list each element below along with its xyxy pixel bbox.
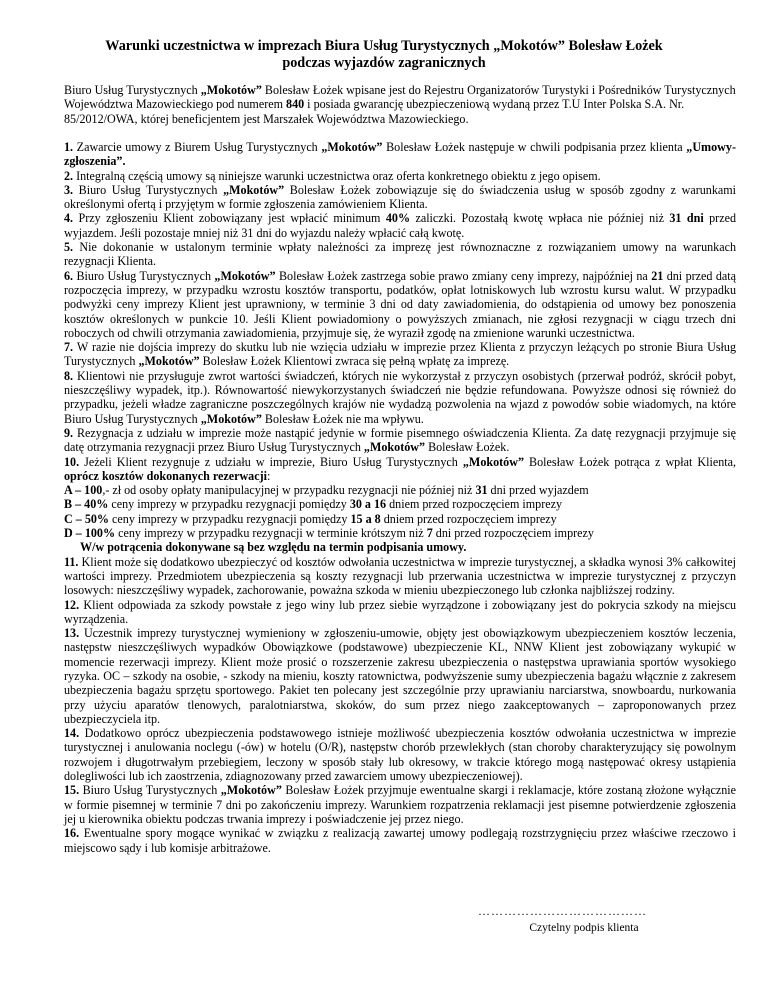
fee-text: dni przed rozpoczęciem imprezy [432, 526, 594, 541]
fee-text: dniem przed rozpoczęciem imprezy [380, 511, 557, 526]
term-text: Biuro Usług Turystycznych [73, 182, 224, 197]
fee-days: 7 [426, 526, 433, 541]
term-text: Dodatkowo oprócz ubezpieczenia podstawowego istnieje możliwość ubezpieczenia kosztów odwołania uczestnictwa w imprezie turystycznej i anulowania noclegu (-ów) w hotelu (O/R), następstw chorób przewlekłych (stan choroby charakteryzujący się powolnym rozwojem i długotrwałym przebiegiem, leczony w sposób stały lub okresowy, w trakcie którego mogą następować okresy ustąpienia dolegliwości lub ich zaostrzenia, zdiagnozowany przed zawarciem umowy ubezpieczeniowej). [64, 726, 736, 784]
term-number: 3. [64, 182, 74, 197]
term-text: Nie dokonanie w ustalonym terminie wpłaty należności za imprezę jest równoznaczne z rozwiązaniem umowy na warunkach rezygnacji Klienta. [64, 240, 736, 269]
terms-list [64, 140, 736, 855]
fee-text: ceny imprezy w przypadku rezygnacji pomiędzy [108, 497, 350, 512]
term-number: 4. [64, 211, 74, 226]
term-text: Bolesław Łożek nie ma wpływu. [261, 411, 424, 426]
title-line-1: Warunki uczestnictwa w imprezach Biura Usług Turystycznych „Mokotów” Bolesław Łożek [105, 38, 663, 54]
fee-label: A – 100 [64, 483, 103, 498]
term-text: Integralną częścią umowy są niniejsze warunki uczestnictwa oraz oferta konkretnego obiektu z jego opisem. [73, 168, 601, 183]
fee-text: ceny imprezy w przypadku rezygnacji w terminie krótszym niż [115, 526, 427, 541]
term-number: 5. [64, 240, 74, 255]
title-line-2: podczas wyjazdów zagranicznych [282, 55, 486, 71]
term-text: przed wyjazdem. Jeśli pozostaje mniej niż 31 dni do wyjazdu należy wpłacić całą kwotę. [64, 211, 736, 240]
term-text: Bolesław Łożek zobowiązuje się do świadczenia usług w sposób zgodny z warunkami określonymi ofertą i przyjętym w formie zgłoszenia zamówieniem Klienta. [64, 182, 737, 212]
intro-text-b: Bolesław Łożek wpisane jest do Rejestru Organizatorów Turystyki i Pośredników Turystycznych Województwa Mazowieckiego pod numerem [64, 83, 736, 112]
term-2 [64, 169, 736, 183]
fee-text: dniem przed rozpoczęciem imprezy [386, 497, 563, 512]
term-text: Biuro Usług Turystycznych [73, 268, 215, 283]
term-12 [64, 598, 736, 627]
term-bold: 31 dni [669, 211, 704, 226]
fee-label: C – 50% [64, 511, 110, 526]
term-16 [64, 826, 736, 855]
term-brand: „Mokotów” [220, 783, 282, 798]
fee-days: 30 a 16 [349, 497, 387, 512]
term-number: 2. [64, 168, 74, 183]
fee-text: ceny imprezy w przypadku rezygnacji pomiędzy [109, 511, 351, 526]
term-brand: „Mokotów” [200, 411, 262, 426]
term-number: 14. [64, 726, 80, 741]
term-text: Klient może się dodatkowo ubezpieczyć od kosztów odwołania uczestnictwa w imprezie turystycznej, a składka wynosi 3% całkowitej wartości imprezy. Przedmiotem ubezpieczenia są koszty rezygnacji lub przerwania uczestnictwa w imprezie turystycznej z przyczyn losowych: nieszczęśliwy wypadek, zachorowanie, poważna szkoda w mieniu ubezpieczonego lub członka najbliższej rodziny. [64, 554, 736, 598]
term-bold: 40% [385, 211, 411, 226]
term-number: 11. [64, 554, 79, 569]
term-number: 12. [64, 597, 80, 612]
fee-a [64, 483, 736, 497]
term-7 [64, 340, 736, 369]
term-text: Bolesław Łożek następuje w chwili podpisania przez klienta [382, 140, 687, 154]
term-brand: „Mokotów” [223, 182, 285, 197]
signature-line: ………………………………… [478, 904, 647, 918]
term-number: 16. [64, 826, 80, 841]
fee-note-text: W/w potrącenia dokonywane są bez względu na termin podpisania umowy. [80, 540, 467, 555]
intro-brand: „Mokotów” [200, 83, 262, 97]
intro-paragraph [64, 83, 736, 126]
term-text: Jeżeli Klient rezygnuje z udziału w imprezie, Biuro Usług Turystycznych [79, 454, 463, 469]
term-number: 9. [64, 425, 74, 440]
term-number: 15. [64, 783, 80, 798]
term-text: Klientowi nie przysługuje zwrot wartości świadczeń, których nie wykorzystał z przyczyn osobistych (przerwał podróż, skrócił pobyt, nieszczęśliwy wypadek, itp.). Równowartość niewykorzystanych świadczeń nie będzie refundowana. Powyższe odnosi się również do przypadku, jeżeli władze zagraniczne poszczególnych krajów nie wydadzą pozwolenia na wjazd z powodów sobie wiadomych, na które Biuro Usług Turystycznych [64, 368, 736, 426]
fee-days: 15 a 8 [350, 511, 381, 526]
term-text: Biuro Usług Turystycznych [79, 783, 221, 798]
intro-text-c: i posiada gwarancję ubezpieczeniową wydaną przez T.U Inter Polska S.A. Nr. 85/2012/OWA, której beneficjentem jest Marszałek Województwa Mazowieckiego. [64, 97, 685, 126]
term-5 [64, 240, 736, 269]
intro-text-a: Biuro Usług Turystycznych [64, 83, 201, 97]
term-4 [64, 211, 736, 240]
term-9 [64, 426, 736, 455]
term-brand: „Mokotów” [214, 268, 276, 283]
fee-text: dni przed wyjazdem [487, 483, 589, 498]
fee-c [64, 512, 736, 526]
fee-b [64, 497, 736, 511]
term-text: : [267, 468, 271, 483]
fee-label: D – 100% [64, 526, 116, 541]
term-text: W razie nie dojścia imprezy do skutku lub nie wzięcia udziału w imprezie przez Klienta z przyczyn leżących po stronie Biura Usług Turystycznych [64, 340, 736, 369]
term-text: Bolesław Łożek. [425, 440, 510, 455]
term-number: 10. [64, 454, 80, 469]
term-number: 8. [64, 368, 74, 383]
term-text: dni przed datą rozpoczęcia imprezy, w przypadku wzrostu kosztów transportu, podatków, opłat lotniskowych lub wzrostu kursu walut. W przypadku podwyżki ceny imprezy Klient jest uprawniony, w terminie 3 dni od daty zawiadomienia, do odstąpienia od umowy bez ponoszenia kosztów określonych w punkcie 10. Jeśli Klient powiadomiony o powyższych zmianach, nie zgłosi rezygnacji w ciągu trzech dni roboczych od chwili otrzymania zawiadomienia, przyjmuje się, że wyraził zgodę na zmienione warunki uczestnictwa. [64, 268, 736, 340]
term-bold: oprócz kosztów dokonanych rezerwacji [64, 468, 267, 483]
term-text: Bolesław Łożek potrąca z wpłat Klienta, [524, 454, 736, 469]
term-text: Zawarcie umowy z Biurem Usług Turystycznych [73, 140, 322, 154]
fee-days: 31 [475, 483, 488, 498]
term-8 [64, 369, 736, 426]
fee-d [64, 526, 736, 540]
term-13 [64, 626, 736, 726]
term-1 [64, 140, 736, 169]
signature-label: Czytelny podpis klienta [529, 922, 639, 934]
fee-note [64, 540, 736, 554]
term-number: 13. [64, 626, 80, 641]
fee-text: ,- zł od osoby opłaty manipulacyjnej w przypadku rezygnacji nie później niż [102, 483, 476, 498]
term-text: Bolesław Łożek Klientowi zwraca się pełną wpłatę za imprezę. [199, 354, 510, 369]
term-3 [64, 183, 736, 212]
term-15 [64, 783, 736, 826]
term-bold: 21 [651, 268, 664, 283]
term-brand: „Mokotów” [462, 454, 524, 469]
term-6 [64, 269, 736, 340]
term-bold: „Umowy-zgłoszenia”. [64, 140, 736, 169]
term-14 [64, 726, 736, 783]
term-text: Bolesław Łożek zastrzega sobie prawo zmiany ceny imprezy, najpóźniej na [275, 268, 652, 283]
term-brand: „Mokotów” [321, 140, 383, 154]
term-text: Przy zgłoszeniu Klient zobowiązany jest wpłacić minimum [73, 211, 386, 226]
term-number: 6. [64, 268, 74, 283]
term-text: Uczestnik imprezy turystycznej wymieniony w zgłoszeniu-umowie, objęty jest obowiązkowym ubezpieczeniem kosztów leczenia, następstw nieszczęśliwych wypadków Obowiązkowe (podstawowe) ubezpieczenie KL, NNW Klient jest zobowiązany wykupić w momencie rezerwacji imprezy. Klient może prosić o rozszerzenie zakresu ubezpieczenia o następstwa uprawiania sportów wysokiego ryzyka. OC – szkody na osobie, - szkody na mieniu, koszty ratownictwa, podwyższenie sumy ubezpieczenia bagażu włącznie z zakresem ubezpieczenia bagażu sprzętu sportowego. Pakiet ten polecany jest szczególnie przy uprawianiu narciarstwa, snowboardu, nurkowania przy użyciu aparatów tlenowych, paralotniarstwa, skoków, do sum przez niego zaakceptowanych – zaproponowanych przez ubezpieczyciela itp. [64, 626, 736, 726]
intro-register-number: 840 [286, 97, 305, 112]
term-number: 1. [64, 140, 74, 154]
term-brand: „Mokotów” [138, 354, 200, 369]
term-text: Rezygnacja z udziału w imprezie może nastąpić jedynie w formie pisemnego oświadczenia Klienta. Za datę rezygnacji przyjmuje się datę otrzymania rezygnacji przez Biuro Usług Turystycznych [64, 425, 736, 455]
term-11 [64, 555, 736, 598]
document-title [40, 38, 728, 72]
term-text: Ewentualne spory mogące wynikać w związku z realizacją zawartej umowy podlegają rozstrzygnięciu przez właściwe rzeczowo i miejscowo sądy i lub komisje arbitrażowe. [64, 826, 736, 855]
fee-label: B – 40% [64, 497, 109, 512]
term-brand: „Mokotów” [363, 440, 426, 455]
term-text: zaliczki. Pozostałą kwotę wpłaca nie później niż [410, 211, 670, 226]
term-number: 7. [64, 340, 74, 355]
term-10 [64, 455, 736, 484]
term-text: Klient odpowiada za szkody powstałe z jego winy lub przez siebie wyrządzone i zobowiązany jest do pokrycia szkody na miejscu wyrządzenia. [64, 597, 736, 626]
term-text: Bolesław Łożek przyjmuje ewentualne skargi i reklamacje, które zostaną złożone wyłącznie w formie pisemnej w terminie 7 dni po zakończeniu imprezy. Warunkiem rozpatrzenia reklamacji jest pisemne potwierdzenie zgłoszenia jej u kierownika obiektu podczas trwania imprezy i poświadczenie jej przez niego. [64, 783, 737, 826]
